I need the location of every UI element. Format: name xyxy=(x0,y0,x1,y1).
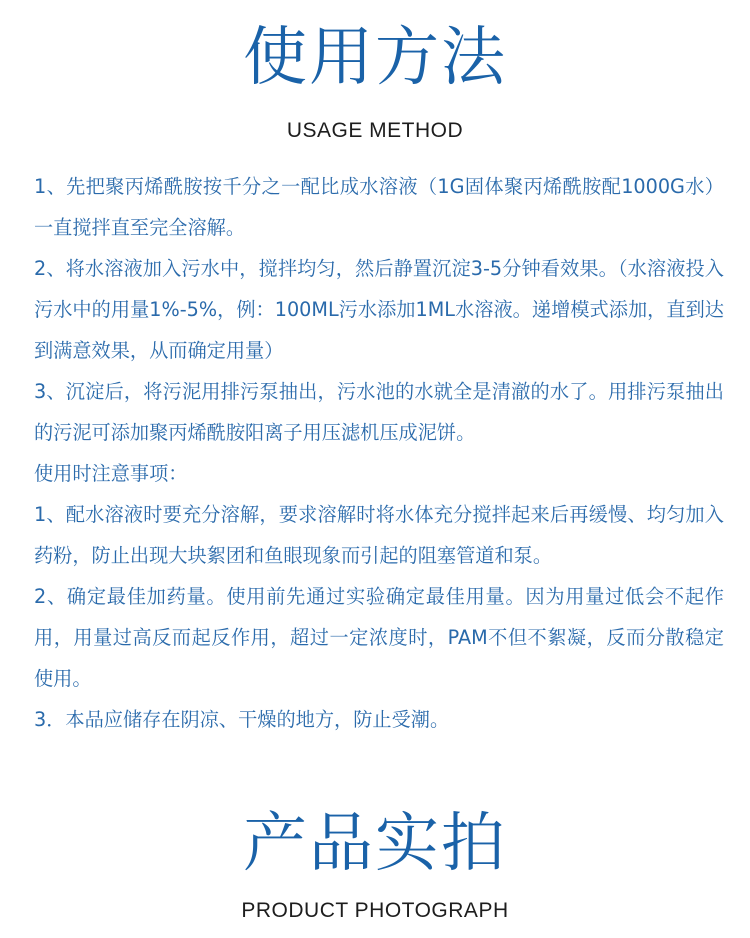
product-photograph-header xyxy=(0,807,750,922)
usage-instructions xyxy=(34,166,724,740)
precaution-2-paragraph: 2、确定最佳加药量。使用前先通过实验确定最佳用量。因为用量过低会不起作用，用量过高反而起反作用，超过一定浓度时，PAM不但不絮凝，反而分散稳定使用。 xyxy=(34,585,724,690)
precaution-3-paragraph: 3．本品应储存在阴凉、干燥的地方，防止受潮。 xyxy=(34,708,450,731)
precaution-1-paragraph: 1、配水溶液时要充分溶解，要求溶解时将水体充分搅拌起来后再缓慢、均匀加入药粉，防止出现大块絮团和鱼眼现象而引起的阻塞管道和泵。 xyxy=(34,503,724,567)
usage-method-header xyxy=(0,21,750,142)
product-title-cn: 产品实拍 xyxy=(243,807,507,881)
step-3-paragraph: 3、沉淀后，将污泥用排污泵抽出，污水池的水就全是清澈的水了。用排污泵抽出的污泥可添加聚丙烯酰胺阳离子用压滤机压成泥饼。 xyxy=(34,380,724,444)
usage-title-en: USAGE METHOD xyxy=(286,119,464,142)
precautions-heading: 使用时注意事项： xyxy=(34,462,188,485)
step-1-paragraph: 1、先把聚丙烯酰胺按千分之一配比成水溶液（1G固体聚丙烯酰胺配1000G水）一直搅拌直至完全溶解。 xyxy=(34,175,724,239)
product-title-en: PRODUCT PHOTOGRAPH xyxy=(241,899,509,922)
usage-title-cn: 使用方法 xyxy=(243,21,507,95)
step-2-paragraph: 2、将水溶液加入污水中，搅拌均匀，然后静置沉淀3-5分钟看效果。（水溶液投入污水中的用量1%-5%，例：100ML污水添加1ML水溶液。递增模式添加，直到达到满意效果，从而确定用量） xyxy=(34,257,724,362)
